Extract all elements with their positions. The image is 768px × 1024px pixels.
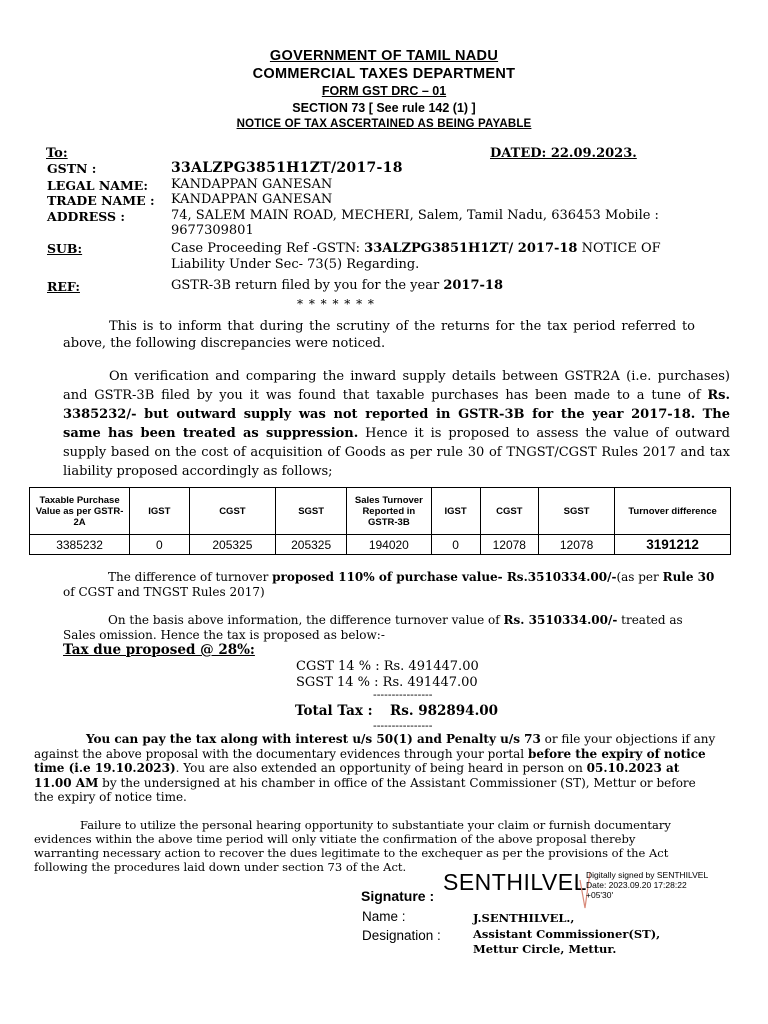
digital-signature (440, 866, 709, 906)
payment-line2: against the above proposal with the documentary evidences through your portal before the expiry of notice (34, 747, 706, 761)
designation-line1: Assistant Commissioner(ST), (473, 927, 661, 941)
sgst-line: SGST 14 % : Rs. 491447.00 (296, 675, 478, 690)
table-header-cell: SGST (539, 488, 615, 535)
table-cell: 12078 (480, 535, 538, 555)
intro-paragraph: This is to inform that during the scrutiny of the returns for the tax period referred to above, the following discrepancies were noticed. (63, 319, 695, 351)
omission-line2: Sales omission. Hence the tax is proposed as below:- (63, 628, 385, 642)
table-cell: 3191212 (615, 535, 731, 555)
government-heading: GOVERNMENT OF TAMIL NADU (269, 48, 499, 64)
separator-stars: * * * * * * * (297, 297, 375, 311)
designation-label: Designation : (362, 928, 441, 943)
dated-text: DATED: 22.09.2023. (490, 146, 637, 161)
signer-name-large: SENTHILVEL (443, 869, 587, 895)
subject-line1: Case Proceeding Ref -GSTN: 33ALZPG3851H1ZT/ 2017-18 NOTICE OF (171, 241, 661, 256)
difference-line2: of CGST and TNGST Rules 2017) (63, 585, 265, 599)
notice-title: NOTICE OF TAX ASCERTAINED AS BEING PAYABLE (236, 118, 532, 130)
failure-line3: warranting necessary action to recover the dues legitimate to the exchequer as per the provisions of the Act (34, 846, 669, 860)
table-header-cell: SGST (276, 488, 347, 535)
table-cell: 0 (130, 535, 189, 555)
divider-dashes: ---------------- (373, 719, 433, 732)
name-value: J.SENTHILVEL., (473, 911, 575, 925)
omission-line1: On the basis above information, the difference turnover value of Rs. 3510334.00/- treated as (108, 613, 683, 627)
designation-line2: Mettur Circle, Mettur. (473, 942, 617, 956)
divider-dashes: ---------------- (373, 688, 433, 701)
turnover-table (29, 487, 731, 555)
legal-name-label: LEGAL NAME: (47, 178, 148, 193)
payment-line1: You can pay the tax along with interest u/s 50(1) and Penalty u/s 73 or file your objections if any (86, 732, 716, 746)
form-title: FORM GST DRC – 01 (321, 84, 447, 98)
table-cell: 3385232 (30, 535, 130, 555)
ds-line1: Digitally signed by SENTHILVEL (586, 870, 709, 880)
subject-line2: Liability Under Sec- 73(5) Regarding. (171, 257, 420, 272)
name-label: Name : (362, 909, 406, 924)
table-header-cell: IGST (130, 488, 189, 535)
table-header-cell: IGST (431, 488, 480, 535)
department-heading: COMMERCIAL TAXES DEPARTMENT (252, 66, 516, 82)
reference-label: REF: (47, 279, 80, 294)
reference-text: GSTR-3B return filed by you for the year 2017-18 (171, 278, 503, 293)
to-label: To: (46, 146, 68, 161)
table-cell: 0 (431, 535, 480, 555)
subject-label: SUB: (47, 241, 83, 256)
total-tax-label: Total Tax : (295, 703, 373, 719)
gstin-label: GSTN : (47, 161, 97, 176)
trade-name-label: TRADE NAME : (47, 193, 155, 208)
payment-line5: the expiry of notice time. (34, 790, 187, 804)
discrepancy-paragraph: On verification and comparing the inward supply details between GSTR2A (i.e. purchases) and GSTR-3B filed by you it was found that taxable purchases has been made to a tune of Rs. 3385232/- but outward supply was not reported in GSTR-3B for the year 2017-18. The same has been treated as suppression. Hence it is proposed to assess the value of outward supply based on the cost of acquisition of Goods as per rule 30 of TNGST/CGST Rules 2017 and tax liability proposed accordingly as follows; (63, 369, 731, 479)
tax-due-heading: Tax due proposed @ 28%: (63, 642, 255, 658)
failure-line2: evidences within the above time period will only vitiate the confirmation of the above proposal thereby (34, 832, 636, 846)
gstin-value: 33ALZPG3851H1ZT/2017-18 (171, 160, 403, 176)
failure-line4: following the procedures laid down under section 73 of the Act. (34, 860, 407, 874)
table-cell: 194020 (347, 535, 431, 555)
signature-label: Signature : (361, 888, 435, 904)
table-cell: 12078 (539, 535, 615, 555)
payment-line4: 11.00 AM by the undersigned at his chamber in office of the Assistant Commissioner (ST), Mettur or before (34, 776, 696, 790)
table-cell: 205325 (276, 535, 347, 555)
table-header-cell: CGST (189, 488, 276, 535)
table-header-cell: Turnover difference (615, 488, 731, 535)
address-line2: 9677309801 (171, 223, 254, 238)
payment-line3: time (i.e 19.10.2023). You are also extended an opportunity of being heard in person on 05.10.2023 at (34, 761, 680, 775)
table-header-cell: Sales Turnover Reported in GSTR-3B (347, 488, 431, 535)
table-cell: 205325 (189, 535, 276, 555)
legal-name-value: KANDAPPAN GANESAN (171, 177, 333, 192)
total-tax-value: Rs. 982894.00 (390, 703, 499, 719)
failure-line1: Failure to utilize the personal hearing opportunity to substantiate your claim or furnish documentary (80, 818, 671, 832)
table-row (30, 535, 731, 555)
ds-line2: Date: 2023.09.20 17:28:22 (586, 880, 687, 890)
table-header-cell: CGST (480, 488, 538, 535)
difference-line1: The difference of turnover proposed 110% of purchase value- Rs.3510334.00/-(as per Rule 30 (108, 570, 715, 584)
ds-line3: +05'30' (586, 890, 614, 900)
address-line1: 74, SALEM MAIN ROAD, MECHERI, Salem, Tamil Nadu, 636453 Mobile : (171, 208, 659, 223)
cgst-line: CGST 14 % : Rs. 491447.00 (296, 659, 479, 674)
section-title: SECTION 73 [ See rule 142 (1) ] (292, 101, 476, 115)
address-label: ADDRESS : (47, 209, 126, 224)
table-header-row (30, 488, 731, 535)
table-header-cell: Taxable Purchase Value as per GSTR-2A (30, 488, 130, 535)
trade-name-value: KANDAPPAN GANESAN (171, 192, 333, 207)
